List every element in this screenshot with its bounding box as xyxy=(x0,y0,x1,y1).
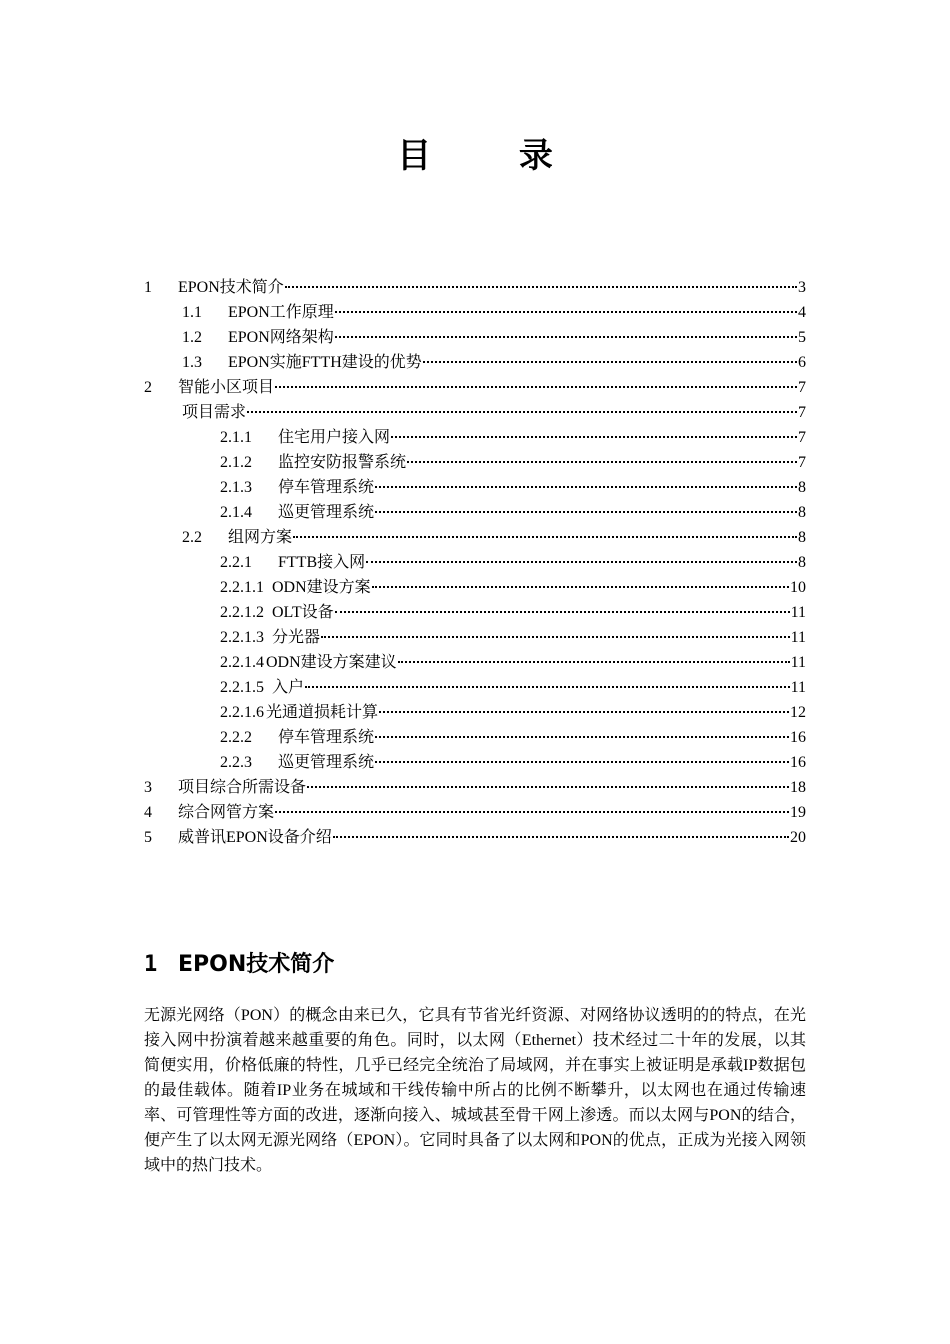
toc-entry-number: 2.2.1.1 xyxy=(220,579,264,596)
toc-entry[interactable] xyxy=(144,575,806,600)
toc-entry[interactable] xyxy=(144,375,806,400)
toc-entry-page: 18 xyxy=(790,779,806,796)
toc-leader-dots xyxy=(375,511,797,513)
toc-entry[interactable] xyxy=(144,725,806,750)
toc-entry-page: 7 xyxy=(798,429,806,446)
toc-entry-label: FTTB接入网 xyxy=(278,554,366,571)
toc-entry-page: 11 xyxy=(790,604,806,621)
toc-entry-page: 10 xyxy=(790,579,806,596)
toc-leader-dots xyxy=(379,711,789,713)
section-number: 1 xyxy=(144,952,158,977)
toc-entry-page: 7 xyxy=(798,404,806,421)
toc-entry-number: 2.2.1.4 xyxy=(220,654,264,671)
toc-entry-label: EPON工作原理 xyxy=(228,304,334,321)
toc-leader-dots xyxy=(423,361,797,363)
toc-entry-label: 入户 xyxy=(272,679,305,696)
toc-entry-page: 3 xyxy=(798,279,806,296)
toc-entry-label: 停车管理系统 xyxy=(278,729,375,746)
toc-entry-number: 2 xyxy=(144,379,152,396)
toc-entry-number: 4 xyxy=(144,804,152,821)
toc-entry-page: 11 xyxy=(790,654,806,671)
toc-entry-number: 3 xyxy=(144,779,152,796)
section-title: EPON技术简介 xyxy=(178,952,335,977)
toc-entry-number: 2.2.1.6 xyxy=(220,704,264,721)
toc-entry-number: 2.2.1.3 xyxy=(220,629,264,646)
toc-entry-label: 监控安防报警系统 xyxy=(278,454,407,471)
toc-entry-page: 6 xyxy=(798,354,806,371)
toc-entry-label: 住宅用户接入网 xyxy=(278,429,391,446)
toc-leader-dots xyxy=(275,811,789,813)
toc-leader-dots xyxy=(333,836,789,838)
toc-entry[interactable] xyxy=(144,750,806,775)
toc-entry-number: 2.1.4 xyxy=(220,504,252,521)
toc-entry-number: 2.1.3 xyxy=(220,479,252,496)
toc-entry-label: ODN建设方案建议 xyxy=(266,654,397,671)
toc-entry[interactable] xyxy=(144,600,806,625)
toc-entry-number: 1.1 xyxy=(182,304,202,321)
toc-entry-number: 1.3 xyxy=(182,354,202,371)
toc-entry-page: 16 xyxy=(790,754,806,771)
toc-entry[interactable] xyxy=(144,700,806,725)
toc-entry-page: 11 xyxy=(790,629,806,646)
toc-entry[interactable] xyxy=(144,300,806,325)
toc-leader-dots xyxy=(366,561,797,563)
section-heading xyxy=(144,947,334,978)
toc-leader-dots xyxy=(335,611,790,613)
toc-entry-page: 7 xyxy=(798,454,806,471)
toc-entry-page: 5 xyxy=(798,329,806,346)
toc-entry-label: EPON网络架构 xyxy=(228,329,334,346)
toc-entry-label: 巡更管理系统 xyxy=(278,504,375,521)
toc-entry-label: EPON技术简介 xyxy=(178,279,284,296)
toc-leader-dots xyxy=(398,661,790,663)
toc-entry-page: 4 xyxy=(798,304,806,321)
toc-entry-label: 分光器 xyxy=(272,629,321,646)
toc-leader-dots xyxy=(247,411,797,413)
toc-entry-page: 16 xyxy=(790,729,806,746)
toc-entry[interactable] xyxy=(144,825,806,850)
toc-leader-dots xyxy=(375,486,797,488)
toc-entry[interactable] xyxy=(144,325,806,350)
table-of-contents xyxy=(144,275,806,850)
toc-entry-number: 1 xyxy=(144,279,152,296)
toc-entry-number: 2.2.1.2 xyxy=(220,604,264,621)
toc-leader-dots xyxy=(293,536,797,538)
toc-leader-dots xyxy=(372,586,789,588)
toc-leader-dots xyxy=(305,686,790,688)
toc-entry-number: 2.2 xyxy=(182,529,202,546)
toc-entry[interactable] xyxy=(144,625,806,650)
toc-entry-page: 20 xyxy=(790,829,806,846)
toc-entry-label: 威普讯EPON设备介绍 xyxy=(178,829,332,846)
toc-entry[interactable] xyxy=(144,450,806,475)
toc-entry-label: 综合网管方案 xyxy=(178,804,275,821)
section-paragraph: 无源光网络（PON）的概念由来已久，它具有节省光纤资源、对网络协议透明的的特点，在光接入网中扮演着越来越重要的角色。同时，以太网（Ethernet）技术经过二十年的发展，以其简便实用，价格低廉的特性，几乎已经完全统治了局域网，并在事实上被证明是承载IP数据包的最佳载体。随着IP业务在城域和干线传输中所占的比例不断攀升，以太网也在通过传输速率、可管理性等方面的改进，逐渐向接入、城域甚至骨干网上渗透。而以太网与PON的结合，便产生了以太网无源光网络（EPON）。它同时具备了以太网和PON的优点，正成为光接入网领域中的热门技术。 xyxy=(144,1007,806,1174)
toc-entry-page: 8 xyxy=(798,504,806,521)
toc-leader-dots xyxy=(275,386,797,388)
toc-entry-page: 8 xyxy=(798,479,806,496)
toc-leader-dots xyxy=(335,336,797,338)
toc-leader-dots xyxy=(375,761,789,763)
toc-entry-number: 2.2.1.5 xyxy=(220,679,264,696)
toc-entry-page: 19 xyxy=(790,804,806,821)
toc-leader-dots xyxy=(335,311,797,313)
toc-entry-number: 2.1.2 xyxy=(220,454,252,471)
toc-leader-dots xyxy=(391,436,797,438)
toc-entry-page: 7 xyxy=(798,379,806,396)
toc-entry-label: EPON实施FTTH建设的优势 xyxy=(228,354,422,371)
toc-leader-dots xyxy=(407,461,797,463)
toc-entry[interactable] xyxy=(144,675,806,700)
toc-entry-number: 5 xyxy=(144,829,152,846)
toc-entry[interactable] xyxy=(144,275,806,300)
toc-entry-number: 2.2.3 xyxy=(220,754,252,771)
toc-entry-page: 8 xyxy=(798,554,806,571)
toc-entry[interactable] xyxy=(144,475,806,500)
toc-entry-label: 停车管理系统 xyxy=(278,479,375,496)
toc-leader-dots xyxy=(375,736,789,738)
toc-entry-number: 1.2 xyxy=(182,329,202,346)
toc-entry-number: 2.2.1 xyxy=(220,554,252,571)
toc-leader-dots xyxy=(285,286,797,288)
toc-leader-dots xyxy=(307,786,789,788)
toc-entry-label: 光通道损耗计算 xyxy=(266,704,379,721)
toc-entry-label: 项目需求 xyxy=(182,404,247,421)
toc-leader-dots xyxy=(321,636,790,638)
toc-entry-page: 12 xyxy=(790,704,806,721)
toc-entry-label: OLT设备 xyxy=(272,604,334,621)
toc-entry[interactable] xyxy=(144,425,806,450)
toc-entry-label: 组网方案 xyxy=(228,529,293,546)
toc-entry-label: 巡更管理系统 xyxy=(278,754,375,771)
toc-entry-page: 8 xyxy=(798,529,806,546)
toc-entry[interactable] xyxy=(144,550,806,575)
toc-entry-label: 智能小区项目 xyxy=(178,379,275,396)
toc-entry-number: 2.1.1 xyxy=(220,429,252,446)
toc-entry-page: 11 xyxy=(790,679,806,696)
toc-entry[interactable] xyxy=(144,350,806,375)
toc-title: 目 录 xyxy=(397,136,591,176)
toc-entry-number: 2.2.2 xyxy=(220,729,252,746)
toc-entry[interactable] xyxy=(144,650,806,675)
toc-entry[interactable] xyxy=(144,800,806,825)
toc-entry-label: 项目综合所需设备 xyxy=(178,779,307,796)
toc-entry[interactable] xyxy=(144,775,806,800)
toc-entry[interactable] xyxy=(144,525,806,550)
toc-entry[interactable] xyxy=(144,500,806,525)
toc-entry[interactable] xyxy=(144,400,806,425)
toc-entry-label: ODN建设方案 xyxy=(272,579,371,596)
